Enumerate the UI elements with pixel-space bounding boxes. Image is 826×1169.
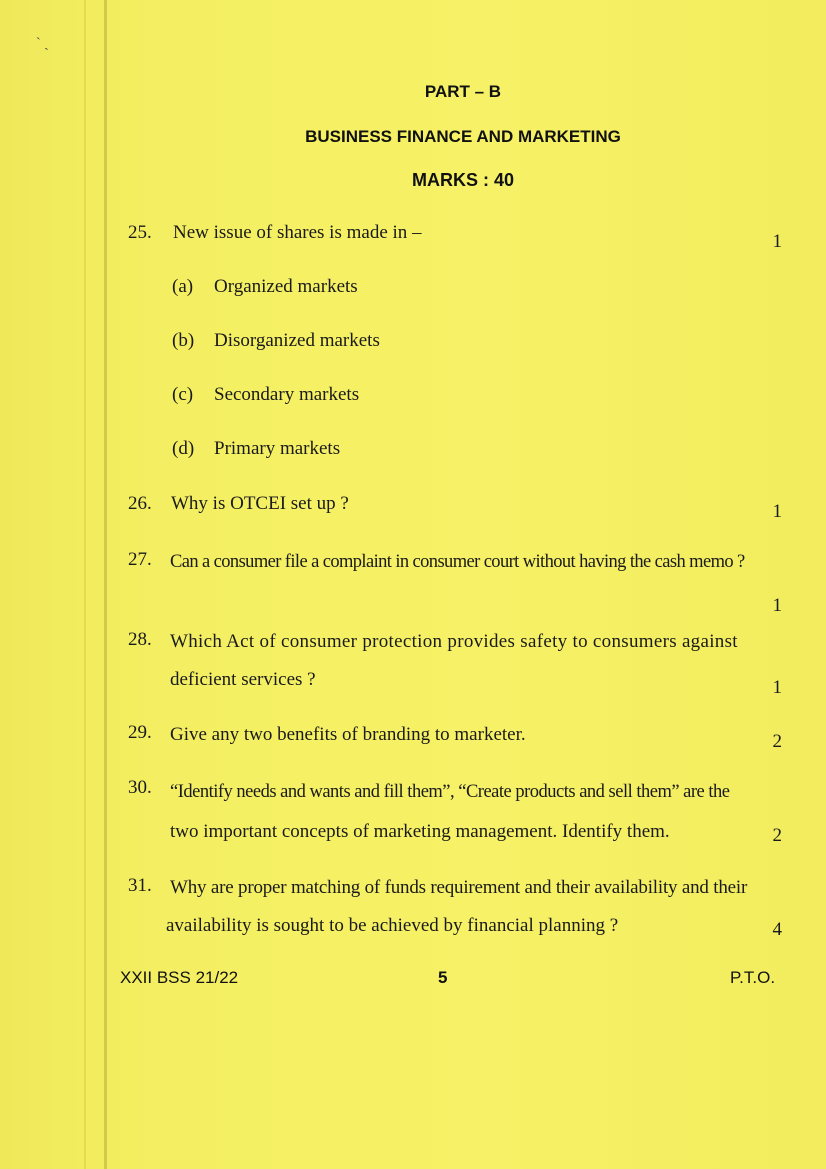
question-number: 26. [128, 493, 152, 514]
option-text: Disorganized markets [214, 330, 380, 351]
question-text: Can a consumer file a complaint in consumer court without having the cash memo ? [170, 552, 745, 572]
question-text: Give any two benefits of branding to marketer. [170, 724, 526, 745]
option-d [172, 438, 340, 460]
part-heading: PART – B [424, 82, 502, 101]
question-marks: 2 [772, 825, 782, 846]
question-text-line2: two important concepts of marketing management. Identify them. [170, 821, 670, 842]
question-marks: 1 [772, 595, 782, 616]
question-text-line1: “Identify needs and wants and fill them”, “Create products and sell them” are the [170, 782, 730, 802]
question-text-line2: availability is sought to be achieved by financial planning ? [166, 915, 619, 936]
option-label: (b) [172, 330, 195, 351]
page-number: 5 [438, 968, 448, 987]
option-label: (c) [172, 384, 194, 405]
question-marks: 2 [772, 731, 782, 752]
option-text: Secondary markets [214, 384, 360, 405]
question-marks: 4 [772, 919, 782, 940]
question-marks: 1 [772, 677, 782, 698]
question-number: 29. [128, 722, 152, 743]
option-a [172, 276, 358, 298]
question-number: 25. [128, 222, 152, 243]
pto-label: P.T.O. [730, 968, 776, 987]
question-text-line1: Which Act of consumer protection provides safety to consumers against [170, 631, 738, 652]
option-text: Organized markets [214, 276, 358, 297]
question-text-line1: Why are proper matching of funds requirement and their availability and their [170, 877, 748, 898]
question-text: Why is OTCEI set up ? [171, 493, 349, 514]
question-number: 30. [128, 777, 152, 798]
subject-heading: BUSINESS FINANCE AND MARKETING [305, 127, 621, 146]
question-marks: 1 [772, 231, 782, 252]
question-marks: 1 [772, 501, 782, 522]
question-number: 28. [128, 629, 152, 650]
question-text-line2: deficient services ? [170, 669, 316, 690]
question-text: New issue of shares is made in – [173, 222, 422, 243]
question-number: 27. [128, 549, 152, 570]
option-text: Primary markets [214, 438, 341, 459]
scan-mark: ` ˏ [36, 36, 49, 51]
question-number: 31. [128, 875, 152, 896]
option-label: (d) [172, 438, 195, 459]
option-c [172, 384, 359, 406]
marks-heading: MARKS : 40 [411, 170, 514, 190]
paper-code: XXII BSS 21/22 [120, 968, 239, 987]
option-b [172, 330, 380, 352]
option-label: (a) [172, 276, 194, 297]
